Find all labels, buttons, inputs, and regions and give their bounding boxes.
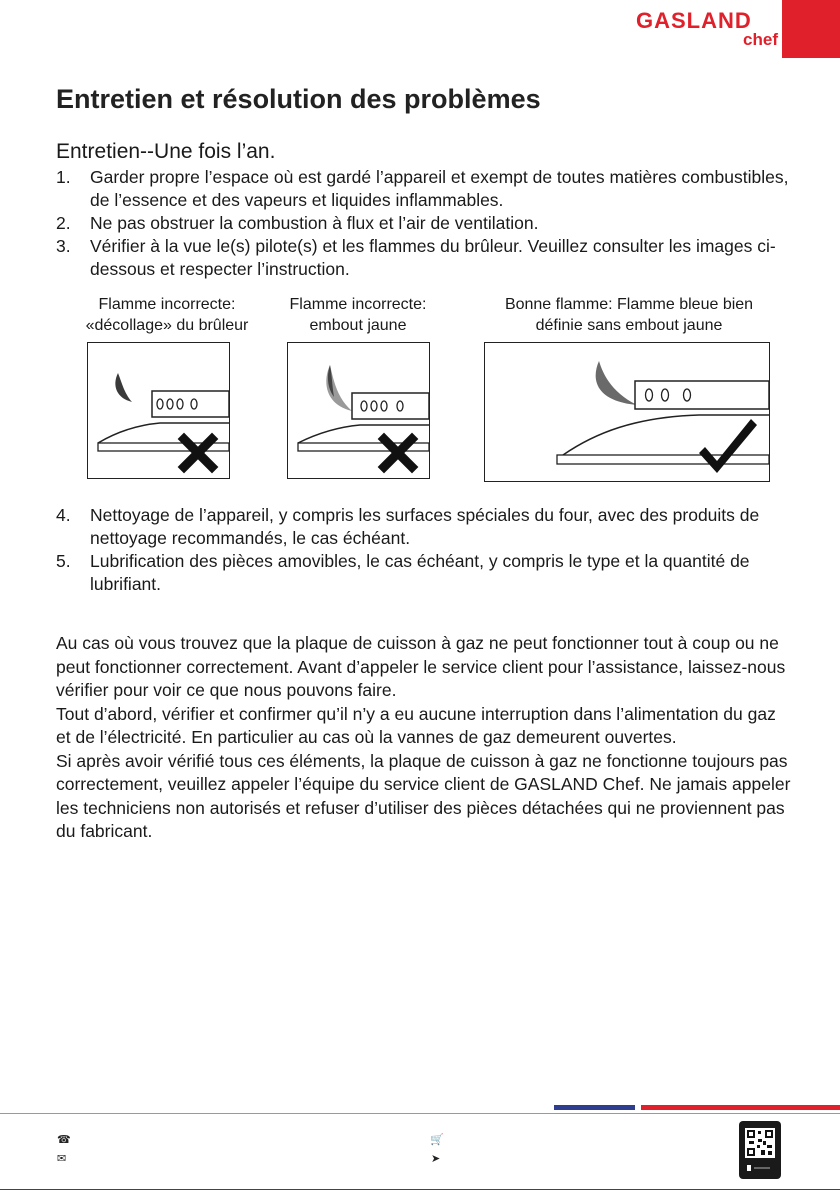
list-text: Lubrification des pièces amovibles, le cas échéant, y compris le type et la quantité de lubrifiant.	[90, 551, 750, 594]
brand-red-tab	[782, 0, 840, 58]
footer-red-bar	[641, 1105, 840, 1110]
list-text: Nettoyage de l’appareil, y compris les surfaces spéciales du four, avec des produits de nettoyage recommandés, le cas échéant.	[90, 505, 760, 548]
troubleshooting-text	[56, 632, 792, 844]
list-number: 5.	[56, 551, 71, 571]
list-text: Garder propre l’espace où est gardé l’appareil et exempt de toutes matières combustibles, de l’essence et des vapeurs et liquides inflammables.	[90, 167, 789, 210]
list-item	[56, 212, 792, 235]
list-item	[56, 550, 792, 596]
burner-illustration	[288, 343, 429, 478]
logo-main-text: GASLAND	[636, 8, 752, 33]
qr-code-icon	[739, 1121, 781, 1179]
caption-line: Flamme incorrecte:	[289, 296, 427, 313]
list-item	[56, 504, 792, 550]
section-subtitle: Entretien--Une fois l’an.	[56, 140, 276, 163]
flame-panel-lifting	[87, 342, 230, 479]
caption-line: définie sans embout jaune	[535, 317, 723, 334]
burner-illustration	[485, 343, 769, 481]
paragraph: Au cas où vous trouvez que la plaque de cuisson à gaz ne peut fonctionner tout à coup ou ne peut fonctionner correctement. Avant d’appeler le service client pour l’assistance, laissez-nous vérifier pour voir ce que nous pouvons faire.	[56, 633, 786, 700]
qr-code	[739, 1121, 781, 1179]
list-item	[56, 235, 792, 281]
list-text: Ne pas obstruer la combustion à flux et l’air de ventilation.	[90, 213, 539, 233]
flame-panel-good	[484, 342, 770, 482]
flame-panel-yellow-tip	[287, 342, 430, 479]
flame-caption-yellow-tip	[268, 294, 448, 336]
gasland-chef-logo	[636, 8, 778, 52]
flame-caption-good	[464, 294, 794, 336]
page-bottom-line	[0, 1189, 840, 1190]
list-text: Vérifier à la vue le(s) pilote(s) et les flammes du brûleur. Veuillez consulter les images ci-dessous et respecter l’instruction.	[90, 236, 776, 279]
list-number: 3.	[56, 236, 71, 256]
flame-shape	[596, 361, 637, 405]
footer-divider	[0, 1113, 840, 1114]
caption-line: Flamme incorrecte:	[98, 296, 236, 313]
cart-icon: 🛒	[430, 1134, 444, 1146]
burner-illustration	[88, 343, 229, 478]
caption-line: «décollage» du brûleur	[85, 317, 249, 334]
paragraph: Si après avoir vérifié tous ces éléments, la plaque de cuisson à gaz ne fonctionne toujours pas correctement, veuillez appeler l’équipe du service client de GASLAND Chef. Ne jamais appeler les techniciens non autorisés et refuser d’utiliser des pièces détachées qui ne proviennent pas du fabricant.	[56, 750, 791, 841]
logo-sub-text: chef	[743, 30, 778, 49]
caption-line: Bonne flamme: Flamme bleue bien	[504, 296, 754, 313]
location-icon: ➤	[431, 1153, 441, 1165]
caption-line: embout jaune	[309, 317, 407, 334]
list-number: 4.	[56, 505, 71, 525]
maintenance-list-second	[56, 504, 792, 596]
flame-shape	[115, 373, 132, 402]
paragraph: Tout d’abord, vérifier et confirmer qu’il n’y a eu aucune interruption dans l’alimentation du gaz et de l’électricité. En particulier au cas où la vannes de gaz demeurent ouvertes.	[56, 703, 776, 747]
phone-icon: ☎	[57, 1134, 71, 1146]
list-number: 1.	[56, 167, 71, 187]
footer-blue-bar	[554, 1105, 635, 1110]
page-title: Entretien et résolution des problèmes	[56, 84, 541, 114]
list-number: 2.	[56, 213, 71, 233]
flame-caption-lifting	[62, 294, 272, 336]
mail-icon: ✉	[57, 1153, 67, 1165]
check-icon	[699, 419, 757, 473]
maintenance-list-first	[56, 166, 792, 281]
list-item	[56, 166, 792, 212]
